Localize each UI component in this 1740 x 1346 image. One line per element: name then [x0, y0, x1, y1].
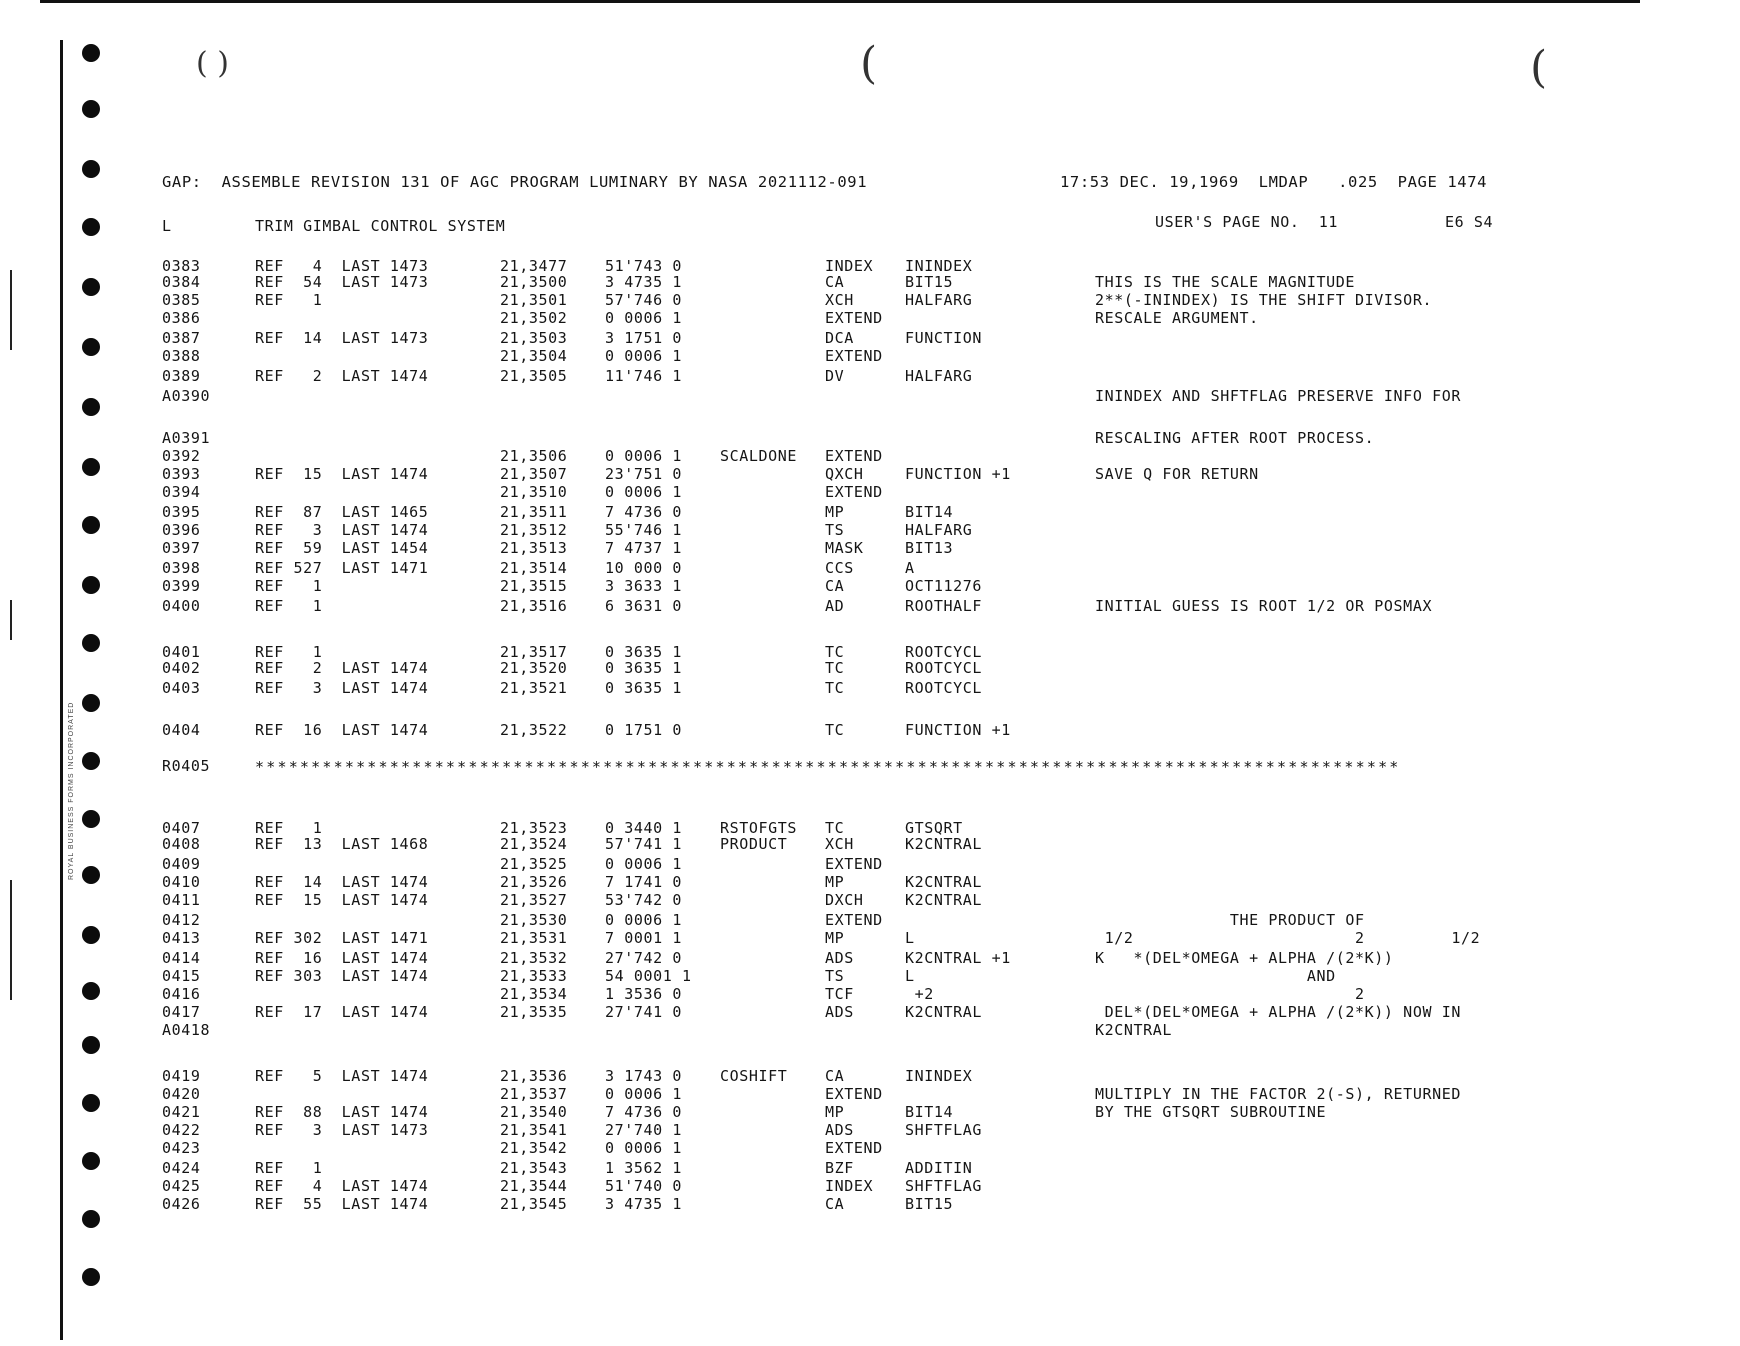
listing-word: 0 0006 1	[605, 447, 683, 465]
listing-seq: 0424	[162, 1159, 201, 1177]
listing-ref: REF 15 LAST 1474	[255, 891, 429, 909]
listing-word: 57'741 1	[605, 835, 683, 853]
listing-op: DXCH	[825, 891, 864, 909]
listing-seq: 0392	[162, 447, 201, 465]
listing-comment: 2**(-ININDEX) IS THE SHIFT DIVISOR.	[1095, 291, 1433, 309]
punch-hole	[82, 810, 100, 828]
listing-seq: 0384	[162, 273, 201, 291]
listing-word: 1 3536 0	[605, 985, 683, 1003]
punch-hole	[82, 1152, 100, 1170]
listing-word: 0 3440 1	[605, 819, 683, 837]
listing-word: 0 0006 1	[605, 1139, 683, 1157]
listing-seq: 0402	[162, 659, 201, 677]
listing-op: MP	[825, 873, 845, 891]
listing-op: DV	[825, 367, 845, 385]
listing-ref: REF 59 LAST 1454	[255, 539, 429, 557]
listing-op: MP	[825, 1103, 845, 1121]
listing-word: 0 0006 1	[605, 347, 683, 365]
punch-hole	[82, 926, 100, 944]
listing-op: EXTEND	[825, 1139, 883, 1157]
listing-operand: FUNCTION	[905, 329, 983, 347]
listing-word: 7 4736 0	[605, 1103, 683, 1121]
listing-ref: REF 1	[255, 1159, 323, 1177]
listing-seq: 0403	[162, 679, 201, 697]
listing-word: 3 4735 1	[605, 273, 683, 291]
listing-addr: 21,3525	[500, 855, 568, 873]
separator-stars: ******************************************************************************************************	[255, 758, 1401, 776]
listing-operand: L	[905, 967, 915, 985]
listing-ref: REF 1	[255, 643, 323, 661]
listing-word: 3 4735 1	[605, 1195, 683, 1213]
punch-holes	[82, 0, 102, 1346]
listing-seq: 0397	[162, 539, 201, 557]
listing-addr: 21,3533	[500, 967, 568, 985]
listing-label: PRODUCT	[720, 835, 788, 853]
listing-addr: 21,3537	[500, 1085, 568, 1103]
listing-operand: ININDEX	[905, 257, 973, 275]
punch-hole	[82, 634, 100, 652]
listing-ref: REF 4 LAST 1474	[255, 1177, 429, 1195]
punch-hole	[82, 1036, 100, 1054]
punch-hole	[82, 44, 100, 62]
listing-operand: ROOTHALF	[905, 597, 983, 615]
listing-ref: REF 2 LAST 1474	[255, 367, 429, 385]
listing-word: 6 3631 0	[605, 597, 683, 615]
listing-seq: 0401	[162, 643, 201, 661]
listing-op: TS	[825, 967, 845, 985]
listing-op: ADS	[825, 1121, 854, 1139]
listing-comment: ININDEX AND SHFTFLAG PRESERVE INFO FOR	[1095, 387, 1461, 405]
listing-op: INDEX	[825, 257, 874, 275]
listing-op: QXCH	[825, 465, 864, 483]
listing-word: 51'740 0	[605, 1177, 683, 1195]
listing-operand: BIT13	[905, 539, 954, 557]
section-letter: L	[162, 217, 172, 235]
listing-op: CA	[825, 577, 845, 595]
listing-operand: A	[905, 559, 915, 577]
listing-op: EXTEND	[825, 347, 883, 365]
listing-word: 7 0001 1	[605, 929, 683, 947]
listing-seq: 0385	[162, 291, 201, 309]
listing-seq: 0415	[162, 967, 201, 985]
listing-operand: FUNCTION +1	[905, 721, 1011, 739]
listing-addr: 21,3531	[500, 929, 568, 947]
listing-word: 55'746 1	[605, 521, 683, 539]
listing-ref: REF 1	[255, 291, 323, 309]
listing-operand: +2	[905, 985, 934, 1003]
listing-comment: RESCALE ARGUMENT.	[1095, 309, 1259, 327]
listing-word: 7 4736 0	[605, 503, 683, 521]
listing-seq: 0388	[162, 347, 201, 365]
listing-ref: REF 16 LAST 1474	[255, 721, 429, 739]
listing-op: CA	[825, 1195, 845, 1213]
listing-seq: 0421	[162, 1103, 201, 1121]
listing-seq: 0408	[162, 835, 201, 853]
listing-addr: 21,3516	[500, 597, 568, 615]
punch-hole	[82, 160, 100, 178]
listing-addr: 21,3523	[500, 819, 568, 837]
listing-op: EXTEND	[825, 309, 883, 327]
listing-operand: L	[905, 929, 915, 947]
listing-seq: 0396	[162, 521, 201, 539]
listing-seq: A0390	[162, 387, 211, 405]
listing-seq: 0387	[162, 329, 201, 347]
scan-mark	[10, 880, 12, 1000]
listing-operand: HALFARG	[905, 291, 973, 309]
listing-operand: BIT14	[905, 1103, 954, 1121]
listing-seq: 0422	[162, 1121, 201, 1139]
listing-addr: 21,3522	[500, 721, 568, 739]
listing-word: 10 000 0	[605, 559, 683, 577]
listing-word: 0 3635 1	[605, 679, 683, 697]
listing-ref: REF 17 LAST 1474	[255, 1003, 429, 1021]
listing-operand: ADDITIN	[905, 1159, 973, 1177]
listing-op: TC	[825, 679, 845, 697]
punch-hole	[82, 866, 100, 884]
listing-op: CA	[825, 1067, 845, 1085]
listing-word: 0 0006 1	[605, 1085, 683, 1103]
listing-op: ADS	[825, 949, 854, 967]
listing-comment: SAVE Q FOR RETURN	[1095, 465, 1259, 483]
handwritten-paren: ( )	[196, 46, 229, 81]
listing-operand: ROOTCYCL	[905, 643, 983, 661]
listing-seq: 0393	[162, 465, 201, 483]
listing-timestamp: 17:53 DEC. 19,1969 LMDAP .025 PAGE 1474	[1060, 173, 1488, 191]
listing-addr: 21,3507	[500, 465, 568, 483]
listing-op: TS	[825, 521, 845, 539]
listing-operand: BIT15	[905, 1195, 954, 1213]
listing-word: 54 0001 1	[605, 967, 692, 985]
listing-operand: K2CNTRAL	[905, 1003, 983, 1021]
listing-addr: 21,3534	[500, 985, 568, 1003]
handwritten-paren: (	[860, 38, 878, 89]
users-page-number: USER'S PAGE NO. 11	[1155, 213, 1338, 231]
listing-addr: 21,3477	[500, 257, 568, 275]
listing-operand: K2CNTRAL	[905, 873, 983, 891]
listing-addr: 21,3501	[500, 291, 568, 309]
listing-addr: 21,3514	[500, 559, 568, 577]
listing-addr: 21,3504	[500, 347, 568, 365]
listing-ref: REF 2 LAST 1474	[255, 659, 429, 677]
listing-addr: 21,3500	[500, 273, 568, 291]
listing-addr: 21,3536	[500, 1067, 568, 1085]
listing-label: RSTOFGTS	[720, 819, 798, 837]
listing-seq: 0410	[162, 873, 201, 891]
listing-addr: 21,3542	[500, 1139, 568, 1157]
listing-addr: 21,3502	[500, 309, 568, 327]
listing-operand: BIT14	[905, 503, 954, 521]
listing-op: AD	[825, 597, 845, 615]
listing-operand: OCT11276	[905, 577, 983, 595]
listing-ref: REF 5 LAST 1474	[255, 1067, 429, 1085]
listing-ref: REF 527 LAST 1471	[255, 559, 429, 577]
listing-op: DCA	[825, 329, 854, 347]
listing-ref: REF 1	[255, 597, 323, 615]
listing-addr: 21,3541	[500, 1121, 568, 1139]
listing-addr: 21,3520	[500, 659, 568, 677]
punch-hole	[82, 576, 100, 594]
punch-hole	[82, 100, 100, 118]
listing-op: TC	[825, 643, 845, 661]
listing-op: BZF	[825, 1159, 854, 1177]
punch-hole	[82, 338, 100, 356]
listing-seq: 0399	[162, 577, 201, 595]
listing-label: SCALDONE	[720, 447, 798, 465]
listing-op: EXTEND	[825, 911, 883, 929]
listing-word: 11'746 1	[605, 367, 683, 385]
listing-seq: 0404	[162, 721, 201, 739]
listing-comment: RESCALING AFTER ROOT PROCESS.	[1095, 429, 1375, 447]
listing-seq: 0400	[162, 597, 201, 615]
listing-addr: 21,3527	[500, 891, 568, 909]
listing-addr: 21,3512	[500, 521, 568, 539]
listing-comment: INITIAL GUESS IS ROOT 1/2 OR POSMAX	[1095, 597, 1433, 615]
listing-word: 0 3635 1	[605, 659, 683, 677]
listing-word: 3 3633 1	[605, 577, 683, 595]
listing-operand: K2CNTRAL	[905, 835, 983, 853]
listing-op: TC	[825, 819, 845, 837]
punch-hole	[82, 278, 100, 296]
listing-op: ADS	[825, 1003, 854, 1021]
listing-comment: K *(DEL*OMEGA + ALPHA /(2*K))	[1095, 949, 1394, 967]
listing-seq: 0416	[162, 985, 201, 1003]
listing-op: TC	[825, 659, 845, 677]
listing-word: 3 1743 0	[605, 1067, 683, 1085]
listing-addr: 21,3511	[500, 503, 568, 521]
listing-operand: K2CNTRAL	[905, 891, 983, 909]
listing-addr: 21,3530	[500, 911, 568, 929]
punch-hole	[82, 982, 100, 1000]
listing-comment: 1/2 2 1/2	[1095, 929, 1481, 947]
listing-seq: 0412	[162, 911, 201, 929]
listing-seq: R0405	[162, 757, 211, 775]
listing-comment: AND	[1095, 967, 1336, 985]
listing-seq: 0426	[162, 1195, 201, 1213]
punch-hole	[82, 458, 100, 476]
listing-word: 7 1741 0	[605, 873, 683, 891]
listing-word: 0 0006 1	[605, 483, 683, 501]
listing-op: XCH	[825, 835, 854, 853]
listing-seq: 0398	[162, 559, 201, 577]
punch-hole	[82, 694, 100, 712]
listing-comment: MULTIPLY IN THE FACTOR 2(-S), RETURNED	[1095, 1085, 1461, 1103]
listing-comment: THIS IS THE SCALE MAGNITUDE	[1095, 273, 1356, 291]
listing-operand: HALFARG	[905, 521, 973, 539]
listing-op: MP	[825, 929, 845, 947]
listing-addr: 21,3544	[500, 1177, 568, 1195]
listing-op: TC	[825, 721, 845, 739]
listing-operand: SHFTFLAG	[905, 1177, 983, 1195]
punch-hole	[82, 752, 100, 770]
listing-word: 3 1751 0	[605, 329, 683, 347]
punch-hole	[82, 398, 100, 416]
listing-seq: 0386	[162, 309, 201, 327]
listing-word: 27'741 0	[605, 1003, 683, 1021]
listing-word: 7 4737 1	[605, 539, 683, 557]
listing-seq: 0423	[162, 1139, 201, 1157]
listing-seq: 0419	[162, 1067, 201, 1085]
listing-addr: 21,3545	[500, 1195, 568, 1213]
listing-addr: 21,3503	[500, 329, 568, 347]
listing-ref: REF 4 LAST 1473	[255, 257, 429, 275]
listing-word: 27'740 1	[605, 1121, 683, 1139]
listing-ref: REF 55 LAST 1474	[255, 1195, 429, 1213]
punch-hole	[82, 516, 100, 534]
listing-op: MASK	[825, 539, 864, 557]
listing-op: EXTEND	[825, 483, 883, 501]
listing-addr: 21,3543	[500, 1159, 568, 1177]
listing-addr: 21,3524	[500, 835, 568, 853]
listing-comment: BY THE GTSQRT SUBROUTINE	[1095, 1103, 1327, 1121]
listing-seq: 0413	[162, 929, 201, 947]
listing-addr: 21,3526	[500, 873, 568, 891]
listing-word: 51'743 0	[605, 257, 683, 275]
listing-ref: REF 3 LAST 1474	[255, 521, 429, 539]
handwritten-paren: (	[1530, 42, 1548, 93]
listing-ref: REF 302 LAST 1471	[255, 929, 429, 947]
listing-operand: FUNCTION +1	[905, 465, 1011, 483]
listing-ref: REF 303 LAST 1474	[255, 967, 429, 985]
listing-ref: REF 87 LAST 1465	[255, 503, 429, 521]
listing-word: 27'742 0	[605, 949, 683, 967]
listing-addr: 21,3505	[500, 367, 568, 385]
scan-mark	[10, 600, 12, 640]
scan-mark	[10, 270, 12, 350]
listing-operand: ROOTCYCL	[905, 679, 983, 697]
listing-comment: 2	[1095, 985, 1365, 1003]
listing-addr: 21,3510	[500, 483, 568, 501]
listing-ref: REF 15 LAST 1474	[255, 465, 429, 483]
listing-operand: ININDEX	[905, 1067, 973, 1085]
left-margin-rule	[60, 40, 63, 1340]
listing-operand: ROOTCYCL	[905, 659, 983, 677]
listing-addr: 21,3535	[500, 1003, 568, 1021]
listing-ref: REF 88 LAST 1474	[255, 1103, 429, 1121]
listing-ref: REF 1	[255, 819, 323, 837]
listing-header: GAP: ASSEMBLE REVISION 131 OF AGC PROGRAM LUMINARY BY NASA 2021112-091	[162, 173, 868, 191]
listing-seq: 0383	[162, 257, 201, 275]
section-title: TRIM GIMBAL CONTROL SYSTEM	[255, 217, 506, 235]
listing-word: 0 1751 0	[605, 721, 683, 739]
listing-op: EXTEND	[825, 447, 883, 465]
listing-seq: 0395	[162, 503, 201, 521]
listing-addr: 21,3517	[500, 643, 568, 661]
listing-ref: REF 3 LAST 1474	[255, 679, 429, 697]
listing-seq: 0417	[162, 1003, 201, 1021]
listing-word: 0 3635 1	[605, 643, 683, 661]
listing-operand: BIT15	[905, 273, 954, 291]
listing-addr: 21,3513	[500, 539, 568, 557]
listing-word: 1 3562 1	[605, 1159, 683, 1177]
listing-operand: SHFTFLAG	[905, 1121, 983, 1139]
margin-imprint: ROYAL BUSINESS FORMS INCORPORATED	[68, 701, 75, 880]
listing-operand: GTSQRT	[905, 819, 963, 837]
listing-word: 23'751 0	[605, 465, 683, 483]
listing-operand: HALFARG	[905, 367, 973, 385]
listing-op: EXTEND	[825, 855, 883, 873]
listing-op: MP	[825, 503, 845, 521]
listing-word: 0 0006 1	[605, 911, 683, 929]
listing-operand: K2CNTRAL +1	[905, 949, 1011, 967]
listing-comment: THE PRODUCT OF	[1095, 911, 1365, 929]
listing-seq: A0418	[162, 1021, 211, 1039]
listing-ref: REF 16 LAST 1474	[255, 949, 429, 967]
listing-op: XCH	[825, 291, 854, 309]
listing-addr: 21,3515	[500, 577, 568, 595]
listing-seq: 0409	[162, 855, 201, 873]
listing-ref: REF 14 LAST 1474	[255, 873, 429, 891]
listing-label: COSHIFT	[720, 1067, 788, 1085]
listing-op: EXTEND	[825, 1085, 883, 1103]
listing-addr: 21,3540	[500, 1103, 568, 1121]
listing-ref: REF 1	[255, 577, 323, 595]
listing-seq: 0420	[162, 1085, 201, 1103]
punch-hole	[82, 1210, 100, 1228]
listing-word: 0 0006 1	[605, 855, 683, 873]
listing-word: 0 0006 1	[605, 309, 683, 327]
listing-op: CA	[825, 273, 845, 291]
listing-addr: 21,3521	[500, 679, 568, 697]
listing-seq: 0411	[162, 891, 201, 909]
top-rule	[40, 0, 1640, 3]
listing-word: 57'746 0	[605, 291, 683, 309]
listing-op: CCS	[825, 559, 854, 577]
listing-comment: DEL*(DEL*OMEGA + ALPHA /(2*K)) NOW IN	[1095, 1003, 1461, 1021]
listing-ref: REF 13 LAST 1468	[255, 835, 429, 853]
listing-seq: 0394	[162, 483, 201, 501]
listing-seq: 0389	[162, 367, 201, 385]
listing-addr: 21,3532	[500, 949, 568, 967]
listing-seq: 0425	[162, 1177, 201, 1195]
listing-addr: 21,3506	[500, 447, 568, 465]
listing-comment: K2CNTRAL	[1095, 1021, 1173, 1039]
listing-ref: REF 54 LAST 1473	[255, 273, 429, 291]
listing-op: INDEX	[825, 1177, 874, 1195]
listing-ref: REF 14 LAST 1473	[255, 329, 429, 347]
punch-hole	[82, 1268, 100, 1286]
listing-ref: REF 3 LAST 1473	[255, 1121, 429, 1139]
page-code: E6 S4	[1445, 213, 1494, 231]
punch-hole	[82, 218, 100, 236]
listing-op: TCF	[825, 985, 854, 1003]
listing-word: 53'742 0	[605, 891, 683, 909]
listing-seq: A0391	[162, 429, 211, 447]
listing-seq: 0407	[162, 819, 201, 837]
punch-hole	[82, 1094, 100, 1112]
listing-seq: 0414	[162, 949, 201, 967]
